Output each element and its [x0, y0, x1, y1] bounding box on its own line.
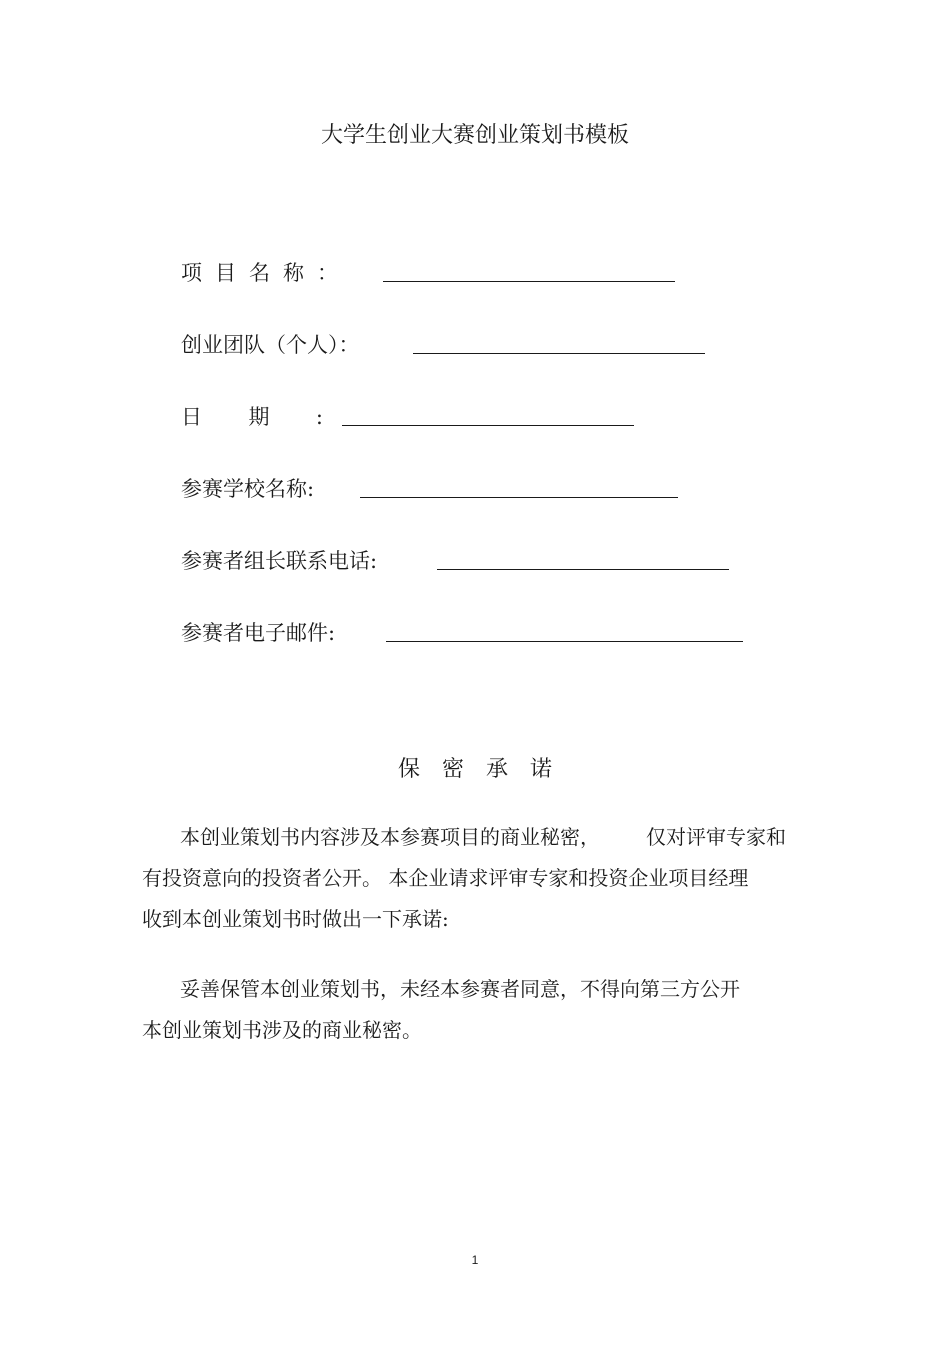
field-school [181, 474, 314, 504]
paragraph-line: 有投资意向的投资者公开。 本企业请求评审专家和投资企业项目经理 [142, 866, 749, 890]
paragraph-line: 本创业策划书涉及的商业秘密。 [142, 1018, 422, 1042]
field-project-name [181, 258, 351, 288]
blank-line [383, 281, 675, 282]
field-label: 项目名称： [181, 261, 351, 285]
blank-line [437, 569, 729, 570]
field-email [181, 618, 335, 648]
field-date [181, 402, 323, 432]
field-phone [181, 546, 377, 576]
field-label: 创业团队（个人）： [181, 333, 360, 357]
blank-line [360, 497, 678, 498]
field-label: 参赛者电子邮件: [181, 621, 336, 645]
paragraph-line [142, 817, 822, 858]
confidentiality-paragraph-2 [142, 969, 822, 1051]
field-label [181, 402, 323, 432]
confidentiality-paragraph-1 [142, 817, 822, 940]
field-label-text: 日期: [181, 405, 323, 429]
field-label: 参赛学校名称: [181, 477, 315, 501]
blank-line [342, 425, 634, 426]
blank-line [386, 641, 743, 642]
field-label: 参赛者组长联系电话: [181, 549, 378, 573]
document-title: 大学生创业大赛创业策划书模板 [320, 123, 629, 148]
field-team [181, 330, 360, 360]
confidentiality-heading: 保密承诺 [397, 757, 574, 782]
paragraph-text: 本创业策划书内容涉及本参赛项目的商业秘密， [180, 825, 600, 849]
paragraph-line: 收到本创业策划书时做出一下承诺: [142, 907, 449, 931]
blank-line [413, 353, 705, 354]
page-number: 1 [471, 1253, 479, 1267]
paragraph-line: 妥善保管本创业策划书，未经本参赛者同意，不得向第三方公开 [180, 977, 740, 1001]
paragraph-text: 仅对评审专家和 [646, 825, 786, 849]
